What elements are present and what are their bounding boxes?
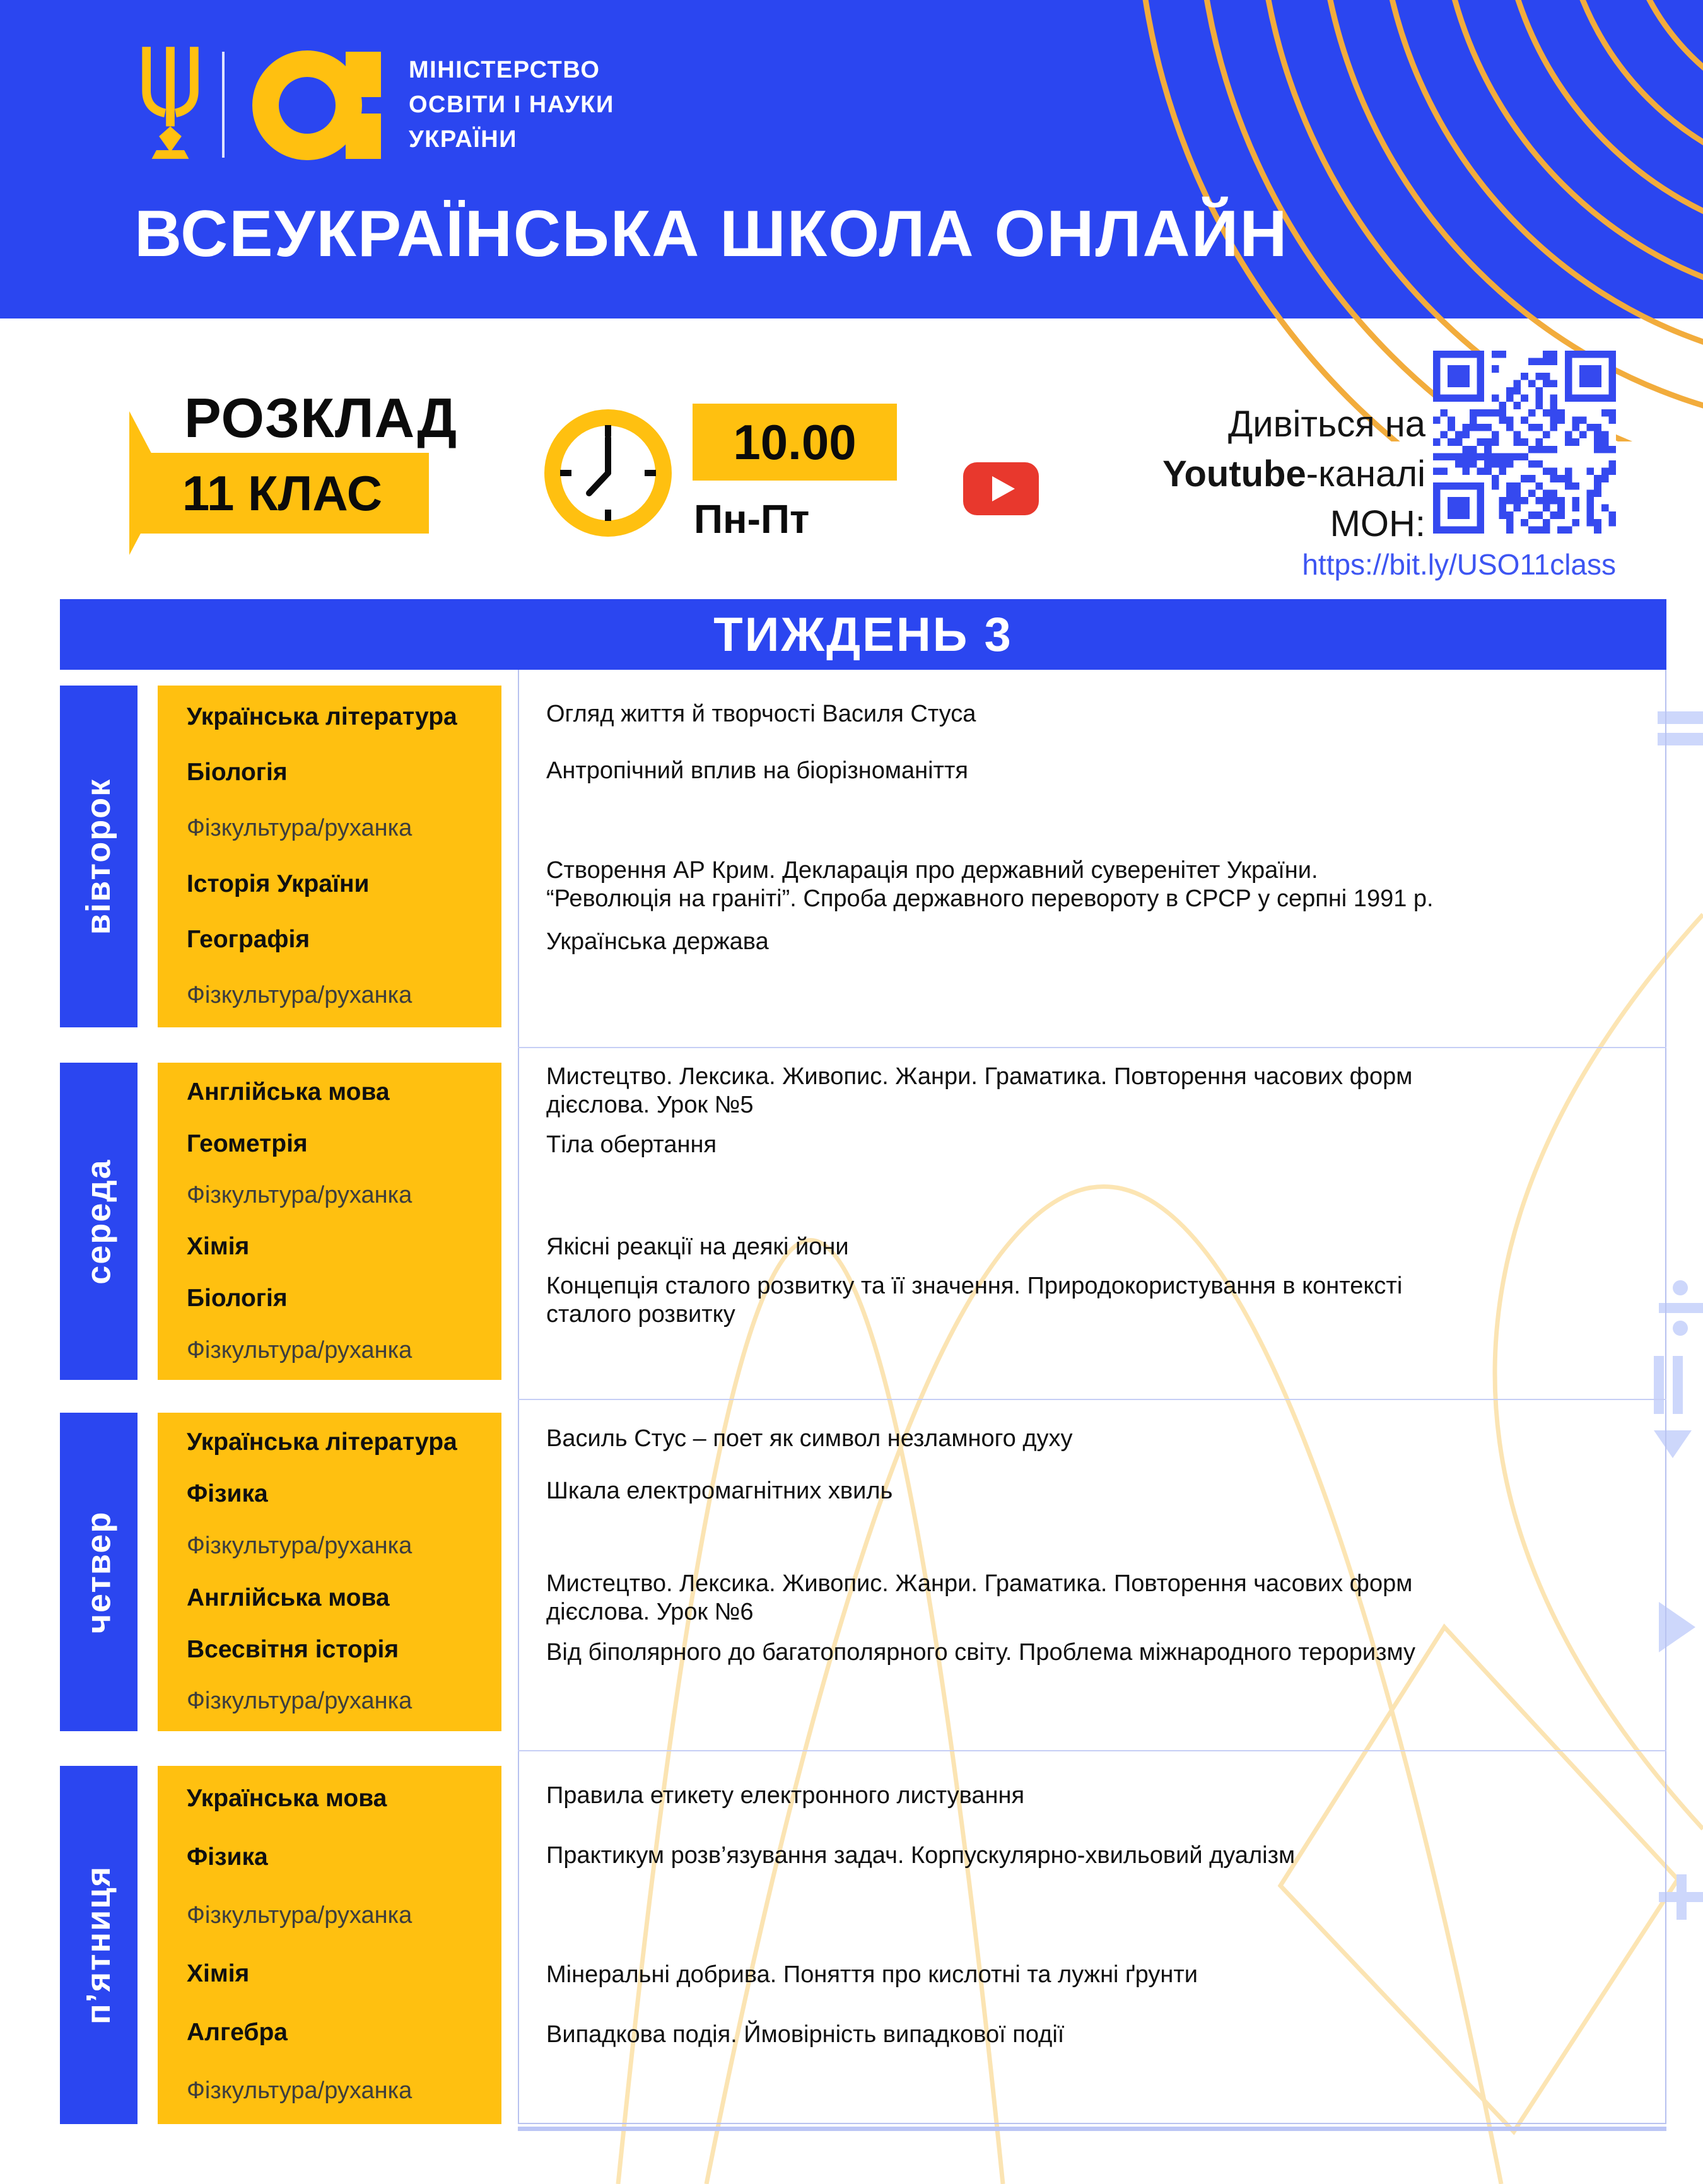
topics-column: [546, 1766, 1448, 2124]
topics-column: [546, 1063, 1448, 1380]
logo-divider: [222, 52, 225, 158]
lesson-topic: Практикум розв’язування задач. Корпускулярно-хвильовий дуалізм: [546, 1842, 1296, 1869]
day-name: середа: [79, 1158, 118, 1285]
lesson-topic: Мінеральні добрива. Поняття про кислотні та лужні ґрунти: [546, 1961, 1198, 1988]
row-divider: [518, 1750, 1666, 1751]
channel-name: Youtube: [1162, 453, 1306, 494]
day-section-friday: [60, 1766, 1666, 2124]
day-name: вівторок: [79, 778, 118, 935]
subject: Фізкультура/руханка: [187, 815, 413, 842]
lesson-topic: [546, 971, 1448, 1027]
trident-icon: [136, 44, 205, 161]
lesson-topic: [546, 1329, 1448, 1380]
ministry-line: МІНІСТЕРСТВО: [409, 57, 600, 83]
lesson-topic: [546, 2064, 1448, 2124]
subject: Українська мова: [187, 1785, 387, 1813]
lesson-topic: Випадкова подія. Ймовірність випадкової події: [546, 2021, 1065, 2048]
days-range: Пн-Пт: [694, 496, 810, 542]
lesson-topic: Мистецтво. Лексика. Живопис. Жанри. Граматика. Повторення часових форм дієслова. Урок №5: [546, 1063, 1413, 1118]
subject: Фізкультура/руханка: [187, 1336, 413, 1364]
day-label: [60, 1766, 138, 2124]
subject: Фізкультура/руханка: [187, 1532, 413, 1559]
topics-column: [546, 686, 1448, 1027]
lesson-topic: Від біполярного до багатополярного світу. Проблема міжнародного тероризму: [546, 1638, 1416, 1666]
subject: Англійська мова: [187, 1078, 390, 1106]
subject: Біологія: [187, 1285, 288, 1312]
schedule: [60, 599, 1666, 2156]
lesson-topic: Шкала електромагнітних хвиль: [546, 1478, 893, 1505]
day-section-thursday: [60, 1413, 1666, 1731]
subject: Біологія: [187, 759, 288, 786]
schedule-label: РОЗКЛАД: [184, 387, 458, 449]
lesson-topic: [546, 1885, 1448, 1945]
subject: Фізкультура/руханка: [187, 1688, 413, 1715]
qr-code: [1433, 351, 1616, 534]
subjects-column: [158, 1766, 501, 2124]
subject: Фізика: [187, 1843, 268, 1871]
ministry-name: [409, 53, 614, 157]
lesson-topic: [546, 1679, 1448, 1731]
subject: Фізкультура/руханка: [187, 1902, 413, 1929]
subject: Англійська мова: [187, 1584, 390, 1611]
day-name: п’ятниця: [79, 1865, 118, 2025]
subject: Всесвітня історія: [187, 1635, 399, 1663]
subject: Геометрія: [187, 1130, 308, 1157]
watch-prefix: Дивіться на: [1228, 404, 1425, 445]
subject: Українська література: [187, 703, 457, 731]
ministry-line: ОСВІТИ І НАУКИ: [409, 91, 614, 119]
row-divider: [518, 1399, 1666, 1400]
time-badge: 10.00: [693, 404, 897, 481]
day-name: четвер: [79, 1510, 118, 1633]
lesson-topic: Концепція сталого розвитку та її значення. Природокористування в контексті сталого розвитку: [546, 1273, 1403, 1328]
class-badge: 11 КЛАС: [136, 453, 429, 534]
lesson-topic: Тіла обертання: [546, 1131, 717, 1158]
lesson-topic: Українська держава: [546, 928, 769, 955]
row-divider: [518, 1047, 1666, 1048]
lesson-topic: [546, 1171, 1448, 1222]
week-header: ТИЖДЕНЬ 3: [60, 599, 1666, 670]
youtube-icon: [963, 462, 1039, 515]
mon-logo-colon-icon: [346, 52, 381, 159]
lesson-topic: Правила етикету електронного листування: [546, 1782, 1025, 1809]
lesson-topic: Антропічний вплив на біорізноманіття: [546, 757, 968, 785]
subject: Фізкультура/руханка: [187, 2077, 413, 2105]
subject: Хімія: [187, 1960, 250, 1988]
lesson-topic: Василь Стус – поет як символ незламного духу: [546, 1425, 1073, 1452]
clock-icon: [544, 409, 672, 537]
channel-owner: МОН:: [1330, 503, 1425, 544]
lesson-topic: Мистецтво. Лексика. Живопис. Жанри. Граматика. Повторення часових форм дієслова. Урок №6: [546, 1570, 1413, 1626]
subjects-column: [158, 1413, 501, 1731]
lesson-topic: Якісні реакції на деякі йони: [546, 1233, 849, 1260]
day-section-wednesday: [60, 1063, 1666, 1380]
topics-column: [546, 1413, 1448, 1731]
subject: Історія України: [187, 870, 370, 898]
subject: Фізкультура/руханка: [187, 1182, 413, 1209]
subject: Українська література: [187, 1428, 457, 1456]
subject: Хімія: [187, 1233, 250, 1261]
youtube-channel-link[interactable]: https://bit.ly/USO11class: [1302, 548, 1616, 581]
day-label: [60, 1413, 138, 1731]
page-title: ВСЕУКРАЇНСЬКА ШКОЛА ОНЛАЙН: [134, 197, 1289, 271]
subject: Фізика: [187, 1480, 268, 1508]
subjects-column: [158, 686, 501, 1027]
lesson-topic: Огляд життя й творчості Василя Стуса: [546, 700, 976, 727]
day-label: [60, 1063, 138, 1380]
channel-suffix: -каналі: [1306, 453, 1425, 494]
subject: Географія: [187, 926, 310, 954]
day-label: [60, 686, 138, 1027]
lesson-topic: [546, 800, 1448, 856]
subjects-column: [158, 1063, 501, 1380]
ministry-line: УКРАЇНИ: [409, 126, 518, 153]
subject: Алгебра: [187, 2019, 288, 2047]
subject: Фізкультура/руханка: [187, 982, 413, 1009]
lesson-topic: [546, 1517, 1448, 1570]
day-section-tuesday: [60, 686, 1666, 1027]
header: [0, 0, 1703, 318]
lesson-topic: Створення АР Крим. Декларація про державний суверенітет України. “Революція на граніті”. Спроба державного перевороту в СРСР у серпні 1991 р.: [546, 857, 1434, 913]
